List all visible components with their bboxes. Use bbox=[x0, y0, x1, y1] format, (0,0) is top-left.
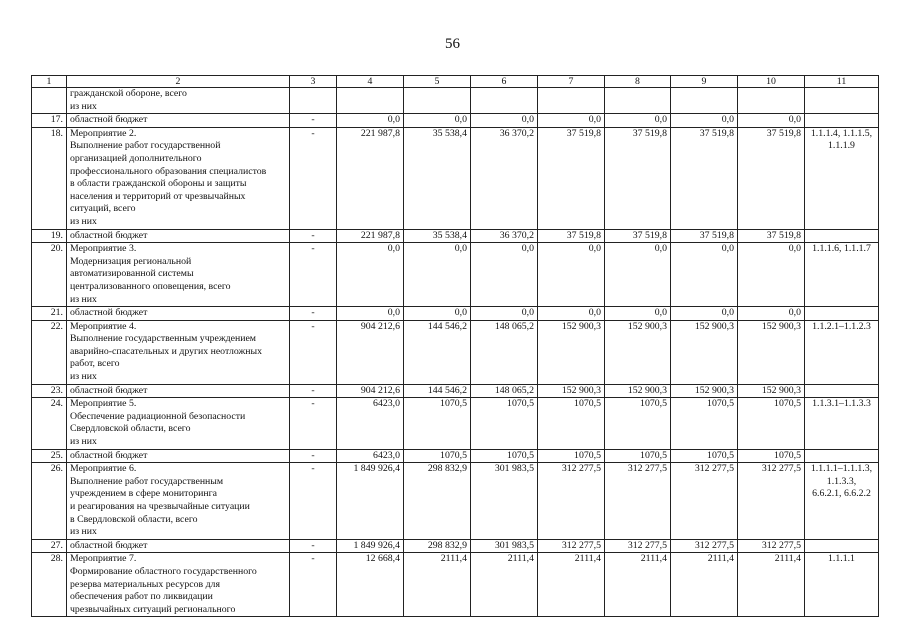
target-refs-cell bbox=[805, 553, 879, 617]
target-refs-cell bbox=[805, 320, 879, 384]
value-cell: 1070,5 bbox=[671, 449, 738, 463]
value-cell: 148 065,2 bbox=[471, 320, 538, 384]
activity-name-cell bbox=[67, 88, 290, 114]
value-cell: 0,0 bbox=[738, 307, 805, 321]
activity-name-line: работ, всего bbox=[70, 358, 120, 370]
activity-name-cell bbox=[67, 449, 290, 463]
activity-name-line: областной бюджет bbox=[70, 114, 148, 126]
value-cell: 1070,5 bbox=[738, 449, 805, 463]
activity-name-cell bbox=[67, 553, 290, 617]
target-refs-cell bbox=[805, 229, 879, 243]
table-row bbox=[32, 127, 879, 229]
value-cell: 2111,4 bbox=[738, 553, 805, 617]
target-ref-line: 1.1.1.9 bbox=[828, 140, 855, 152]
activity-name-line: обеспечения работ по ликвидации bbox=[70, 591, 213, 603]
value-cell: 152 900,3 bbox=[671, 384, 738, 398]
row-number-cell: 19. bbox=[32, 229, 67, 243]
value-cell: 1070,5 bbox=[404, 398, 471, 449]
value-cell: 1070,5 bbox=[538, 398, 605, 449]
value-cell bbox=[605, 88, 671, 114]
header-cell: 2 bbox=[67, 76, 290, 88]
value-cell: 144 546,2 bbox=[404, 320, 471, 384]
activity-name-cell bbox=[67, 384, 290, 398]
activity-name-line: Мероприятие 3. bbox=[70, 243, 137, 255]
activity-name-line: автоматизированной системы bbox=[70, 268, 194, 280]
value-cell: 312 277,5 bbox=[738, 463, 805, 540]
target-ref-line: 1.1.1.1 bbox=[828, 553, 855, 565]
value-cell: 312 277,5 bbox=[671, 463, 738, 540]
value-cell: 152 900,3 bbox=[738, 384, 805, 398]
table-row bbox=[32, 307, 879, 321]
table-row bbox=[32, 463, 879, 540]
header-row bbox=[32, 76, 879, 88]
value-cell: 298 832,9 bbox=[404, 463, 471, 540]
value-cell: 1070,5 bbox=[738, 398, 805, 449]
table-row bbox=[32, 114, 879, 128]
value-cell bbox=[471, 88, 538, 114]
activity-name-line: Мероприятие 6. bbox=[70, 463, 137, 475]
value-cell: 2111,4 bbox=[538, 553, 605, 617]
row-number-cell: 18. bbox=[32, 127, 67, 229]
value-cell: 37 519,8 bbox=[738, 127, 805, 229]
activity-name-line: Мероприятие 5. bbox=[70, 398, 137, 410]
activity-name-line: Мероприятие 7. bbox=[70, 553, 137, 565]
activity-name-line: Мероприятие 4. bbox=[70, 320, 137, 332]
activity-name-cell bbox=[67, 127, 290, 229]
activity-name-line: Свердловской области, всего bbox=[70, 423, 191, 435]
value-cell: 0,0 bbox=[404, 307, 471, 321]
value-cell: 36 370,2 bbox=[471, 127, 538, 229]
target-refs-cell bbox=[805, 114, 879, 128]
activity-name-cell bbox=[67, 307, 290, 321]
value-cell: 0,0 bbox=[404, 114, 471, 128]
activity-name-line: Модернизация региональной bbox=[70, 255, 192, 267]
value-cell bbox=[538, 88, 605, 114]
header-cell: 8 bbox=[605, 76, 671, 88]
row-number-cell: 23. bbox=[32, 384, 67, 398]
header-cell: 3 bbox=[290, 76, 337, 88]
activity-name-line: Выполнение работ государственным bbox=[70, 475, 224, 487]
activity-name-line: областной бюджет bbox=[70, 307, 148, 319]
value-cell: 37 519,8 bbox=[671, 127, 738, 229]
activity-name-cell bbox=[67, 398, 290, 449]
table-row bbox=[32, 398, 879, 449]
activity-name-line: централизованного оповещения, всего bbox=[70, 280, 231, 292]
value-cell: 904 212,6 bbox=[337, 384, 404, 398]
value-cell: 0,0 bbox=[471, 307, 538, 321]
value-cell bbox=[738, 88, 805, 114]
header-cell: 9 bbox=[671, 76, 738, 88]
column-3-cell: - bbox=[290, 114, 337, 128]
row-number-cell bbox=[32, 88, 67, 114]
value-cell: 0,0 bbox=[471, 243, 538, 307]
value-cell: 312 277,5 bbox=[671, 539, 738, 553]
row-number-cell: 17. bbox=[32, 114, 67, 128]
value-cell: 1 849 926,4 bbox=[337, 539, 404, 553]
value-cell: 1 849 926,4 bbox=[337, 463, 404, 540]
value-cell: 152 900,3 bbox=[605, 384, 671, 398]
value-cell: 0,0 bbox=[471, 114, 538, 128]
value-cell: 35 538,4 bbox=[404, 229, 471, 243]
activity-name-line: Выполнение государственным учреждением bbox=[70, 333, 257, 345]
value-cell: 1070,5 bbox=[605, 398, 671, 449]
activity-name-line: и реагирования на чрезвычайные ситуации bbox=[70, 501, 250, 512]
target-refs-cell bbox=[805, 539, 879, 553]
value-cell: 37 519,8 bbox=[605, 229, 671, 243]
target-refs-cell bbox=[805, 127, 879, 229]
target-ref-line: 1.1.1.4, 1.1.1.5, bbox=[810, 127, 873, 139]
value-cell: 6423,0 bbox=[337, 398, 404, 449]
value-cell: 0,0 bbox=[671, 243, 738, 307]
activity-name-line: из них bbox=[70, 293, 97, 305]
column-3-cell: - bbox=[290, 398, 337, 449]
activity-name-line: чрезвычайных ситуаций регионального bbox=[70, 603, 236, 615]
value-cell: 148 065,2 bbox=[471, 384, 538, 398]
value-cell: 1070,5 bbox=[538, 449, 605, 463]
header-cell: 1 bbox=[32, 76, 67, 88]
value-cell: 298 832,9 bbox=[404, 539, 471, 553]
value-cell: 6423,0 bbox=[337, 449, 404, 463]
target-refs-cell bbox=[805, 398, 879, 449]
value-cell: 152 900,3 bbox=[671, 320, 738, 384]
activity-name-line: Формирование областного государственного bbox=[70, 565, 257, 577]
value-cell: 37 519,8 bbox=[738, 229, 805, 243]
value-cell: 0,0 bbox=[605, 307, 671, 321]
value-cell: 312 277,5 bbox=[605, 463, 671, 540]
activity-name-line: областной бюджет bbox=[70, 539, 148, 551]
activity-name-line: из них bbox=[70, 371, 97, 383]
column-3-cell: - bbox=[290, 127, 337, 229]
value-cell: 37 519,8 bbox=[538, 127, 605, 229]
activity-name-cell bbox=[67, 463, 290, 540]
row-number-cell: 20. bbox=[32, 243, 67, 307]
value-cell: 152 900,3 bbox=[605, 320, 671, 384]
activity-name-line: Выполнение работ государственной bbox=[70, 140, 221, 152]
column-3-cell: - bbox=[290, 243, 337, 307]
row-number-cell: 24. bbox=[32, 398, 67, 449]
row-number-cell: 27. bbox=[32, 539, 67, 553]
table-body bbox=[32, 76, 879, 617]
target-refs-cell bbox=[805, 384, 879, 398]
value-cell: 0,0 bbox=[337, 114, 404, 128]
value-cell: 904 212,6 bbox=[337, 320, 404, 384]
column-3-cell: - bbox=[290, 229, 337, 243]
row-number-cell: 26. bbox=[32, 463, 67, 540]
activity-name-line: из них bbox=[70, 436, 97, 448]
header-cell: 6 bbox=[471, 76, 538, 88]
table-row bbox=[32, 539, 879, 553]
activity-name-line: из них bbox=[70, 526, 97, 538]
table-row bbox=[32, 553, 879, 617]
table-row bbox=[32, 449, 879, 463]
header-cell: 11 bbox=[805, 76, 879, 88]
activity-name-line: из них bbox=[70, 215, 97, 227]
activity-name-line: областной бюджет bbox=[70, 229, 148, 241]
value-cell: 2111,4 bbox=[605, 553, 671, 617]
value-cell: 0,0 bbox=[538, 307, 605, 321]
header-cell: 7 bbox=[538, 76, 605, 88]
activity-name-line: в области гражданской обороны и защиты bbox=[70, 178, 247, 190]
value-cell: 2111,4 bbox=[671, 553, 738, 617]
value-cell: 0,0 bbox=[337, 307, 404, 321]
activity-name-line: учреждением в сфере мониторинга bbox=[70, 488, 217, 500]
activity-name-line: резерва материальных ресурсов для bbox=[70, 578, 220, 590]
header-cell: 4 bbox=[337, 76, 404, 88]
value-cell: 301 983,5 bbox=[471, 463, 538, 540]
activity-name-line: организацией дополнительного bbox=[70, 152, 202, 164]
column-3-cell: - bbox=[290, 463, 337, 540]
target-refs-cell bbox=[805, 243, 879, 307]
row-number-cell: 25. bbox=[32, 449, 67, 463]
activity-name-line: в Свердловской области, всего bbox=[70, 513, 198, 525]
value-cell: 1070,5 bbox=[605, 449, 671, 463]
activity-name-line: населения и территорий от чрезвычайных bbox=[70, 190, 246, 202]
value-cell: 0,0 bbox=[738, 243, 805, 307]
target-ref-line: 1.1.1.1–1.1.1.3, bbox=[810, 463, 873, 475]
activity-name-line: ситуаций, всего bbox=[70, 203, 136, 215]
value-cell bbox=[337, 88, 404, 114]
target-refs-cell bbox=[805, 449, 879, 463]
table-row bbox=[32, 88, 879, 114]
value-cell: 0,0 bbox=[538, 243, 605, 307]
activity-name-line: областной бюджет bbox=[70, 449, 148, 461]
activity-name-cell bbox=[67, 114, 290, 128]
value-cell: 0,0 bbox=[671, 114, 738, 128]
value-cell: 152 900,3 bbox=[538, 384, 605, 398]
target-ref-line: 1.1.2.1–1.1.2.3 bbox=[812, 320, 871, 332]
value-cell: 312 277,5 bbox=[538, 539, 605, 553]
value-cell bbox=[671, 88, 738, 114]
table-row bbox=[32, 229, 879, 243]
value-cell: 0,0 bbox=[337, 243, 404, 307]
target-ref-line: 6.6.2.1, 6.6.2.2 bbox=[812, 488, 871, 500]
row-number-cell: 22. bbox=[32, 320, 67, 384]
table-row bbox=[32, 320, 879, 384]
column-3-cell: - bbox=[290, 307, 337, 321]
activity-name-cell bbox=[67, 229, 290, 243]
value-cell: 2111,4 bbox=[471, 553, 538, 617]
target-refs-cell bbox=[805, 307, 879, 321]
table-row bbox=[32, 243, 879, 307]
page-number: 56 bbox=[445, 36, 460, 52]
value-cell: 0,0 bbox=[605, 243, 671, 307]
column-3-cell: - bbox=[290, 384, 337, 398]
target-ref-line: 1.1.3.3, bbox=[826, 475, 857, 487]
value-cell: 221 987,8 bbox=[337, 127, 404, 229]
column-3-cell bbox=[290, 88, 337, 114]
budget-table bbox=[31, 75, 879, 617]
value-cell bbox=[404, 88, 471, 114]
header-cell: 10 bbox=[738, 76, 805, 88]
value-cell: 312 277,5 bbox=[538, 463, 605, 540]
activity-name-line: профессионального образования специалистов bbox=[70, 165, 267, 177]
value-cell: 37 519,8 bbox=[538, 229, 605, 243]
column-3-cell: - bbox=[290, 553, 337, 617]
value-cell: 37 519,8 bbox=[671, 229, 738, 243]
value-cell: 301 983,5 bbox=[471, 539, 538, 553]
column-3-cell: - bbox=[290, 539, 337, 553]
value-cell: 0,0 bbox=[538, 114, 605, 128]
activity-name-cell bbox=[67, 243, 290, 307]
activity-name-cell bbox=[67, 539, 290, 553]
value-cell: 37 519,8 bbox=[605, 127, 671, 229]
target-ref-line: 1.1.3.1–1.1.3.3 bbox=[812, 398, 871, 410]
target-refs-cell bbox=[805, 463, 879, 540]
value-cell: 2111,4 bbox=[404, 553, 471, 617]
header-cell: 5 bbox=[404, 76, 471, 88]
target-refs-cell bbox=[805, 88, 879, 114]
value-cell: 1070,5 bbox=[471, 398, 538, 449]
value-cell: 312 277,5 bbox=[738, 539, 805, 553]
value-cell: 1070,5 bbox=[671, 398, 738, 449]
column-3-cell: - bbox=[290, 449, 337, 463]
activity-name-line: Обеспечение радиационной безопасности bbox=[70, 410, 246, 422]
value-cell: 35 538,4 bbox=[404, 127, 471, 229]
value-cell: 144 546,2 bbox=[404, 384, 471, 398]
value-cell: 0,0 bbox=[605, 114, 671, 128]
column-3-cell: - bbox=[290, 320, 337, 384]
activity-name-line: областной бюджет bbox=[70, 384, 148, 396]
value-cell: 221 987,8 bbox=[337, 229, 404, 243]
activity-name-line: аварийно-спасательных и других неотложных bbox=[70, 345, 263, 357]
value-cell: 0,0 bbox=[404, 243, 471, 307]
activity-name-line: Мероприятие 2. bbox=[70, 127, 137, 139]
activity-name-cell bbox=[67, 320, 290, 384]
value-cell: 312 277,5 bbox=[605, 539, 671, 553]
row-number-cell: 21. bbox=[32, 307, 67, 321]
value-cell: 0,0 bbox=[738, 114, 805, 128]
table-row bbox=[32, 384, 879, 398]
activity-name-line: гражданской обороне, всего bbox=[70, 88, 187, 99]
activity-name-line: из них bbox=[70, 100, 97, 112]
value-cell: 152 900,3 bbox=[738, 320, 805, 384]
value-cell: 152 900,3 bbox=[538, 320, 605, 384]
value-cell: 1070,5 bbox=[404, 449, 471, 463]
target-ref-line: 1.1.1.6, 1.1.1.7 bbox=[812, 243, 871, 255]
value-cell: 0,0 bbox=[671, 307, 738, 321]
value-cell: 12 668,4 bbox=[337, 553, 404, 617]
value-cell: 1070,5 bbox=[471, 449, 538, 463]
value-cell: 36 370,2 bbox=[471, 229, 538, 243]
row-number-cell: 28. bbox=[32, 553, 67, 617]
